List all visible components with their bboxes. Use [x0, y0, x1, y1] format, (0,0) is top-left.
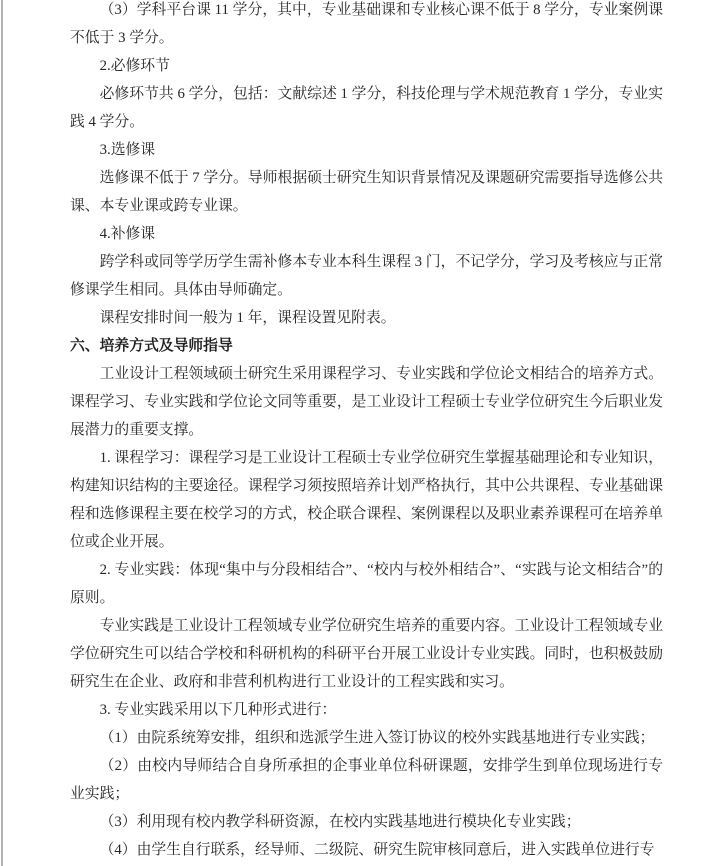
paragraph-practice-form-4: （4）由学生自行联系，经导师、二级院、研究生院审核同意后，进入实践单位进行专 [99, 842, 655, 858]
paragraph-practice-form-1: （1）由院系统筹安排，组织和选派学生进入签订协议的校外实践基地进行专业实践； [99, 730, 655, 746]
paragraph-practice-forms-intro: 3. 专业实践采用以下几种形式进行： [99, 702, 337, 718]
paragraph-supplementary-courses: 跨学科或同等学历学生需补修本专业本科生课程 3 门，不记学分，学习及考核应与正常修课学生相同。具体由导师确定。 [70, 254, 663, 298]
section-heading-training-method: 六、培养方式及导师指导 [70, 338, 233, 354]
page-edge-line [1, 0, 3, 866]
paragraph-course-learning: 1. 课程学习：课程学习是工业设计工程硕士专业学位研究生掌握基础理论和专业知识，构建知识结构的主要途径。课程学习须按照培养计划严格执行，其中公共课程、专业基础课程和选修课程主要在校学习的方式，校企联合课程、案例课程以及职业素养课程可在培养单位或企业开展。 [70, 450, 663, 550]
paragraph-training-method-overview: 工业设计工程领域硕士研究生采用课程学习、专业实践和学位论文相结合的培养方式。课程学习、专业实践和学位论文同等重要，是工业设计工程硕士专业学位研究生今后职业发展潜力的重要支撑。 [70, 366, 663, 438]
document-text-block [70, 0, 663, 864]
paragraph-elective-courses: 选修课不低于 7 学分。导师根据硕士研究生知识背景情况及课题研究需要指导选修公共课、本专业课或跨专业课。 [70, 170, 663, 214]
paragraph-practice-form-3: （3）利用现有校内教学科研资源，在校内实践基地进行模块化专业实践； [99, 814, 581, 830]
paragraph-practice-form-2: （2）由校内导师结合自身所承担的企事业单位科研课题，安排学生到单位现场进行专业实践； [70, 758, 663, 802]
subheading-elective-courses: 3.选修课 [99, 142, 156, 158]
subheading-required-components: 2.必修环节 [99, 58, 170, 74]
paragraph-required-components: 必修环节共 6 学分，包括：文献综述 1 学分，科技伦理与学术规范教育 1 学分，专业实践 4 学分。 [70, 86, 663, 130]
paragraph-professional-practice-principles: 2. 专业实践：体现“集中与分段相结合”、“校内与校外相结合”、“实践与论文相结合”的原则。 [70, 562, 663, 606]
paragraph-professional-practice-content: 专业实践是工业设计工程领域专业学位研究生培养的重要内容。工业设计工程领域专业学位研究生可以结合学校和科研机构的科研平台开展工业设计专业实践。同时，也积极鼓励研究生在企业、政府和非营利机构进行工业设计的工程实践和实习。 [70, 618, 663, 690]
paragraph-credits-platform-courses: （3）学科平台课 11 学分，其中，专业基础课和专业核心课不低于 8 学分，专业案例课不低于 3 学分。 [70, 2, 663, 46]
subheading-supplementary-courses: 4.补修课 [99, 226, 156, 242]
paragraph-course-schedule: 课程安排时间一般为 1 年，课程设置见附表。 [99, 310, 396, 326]
